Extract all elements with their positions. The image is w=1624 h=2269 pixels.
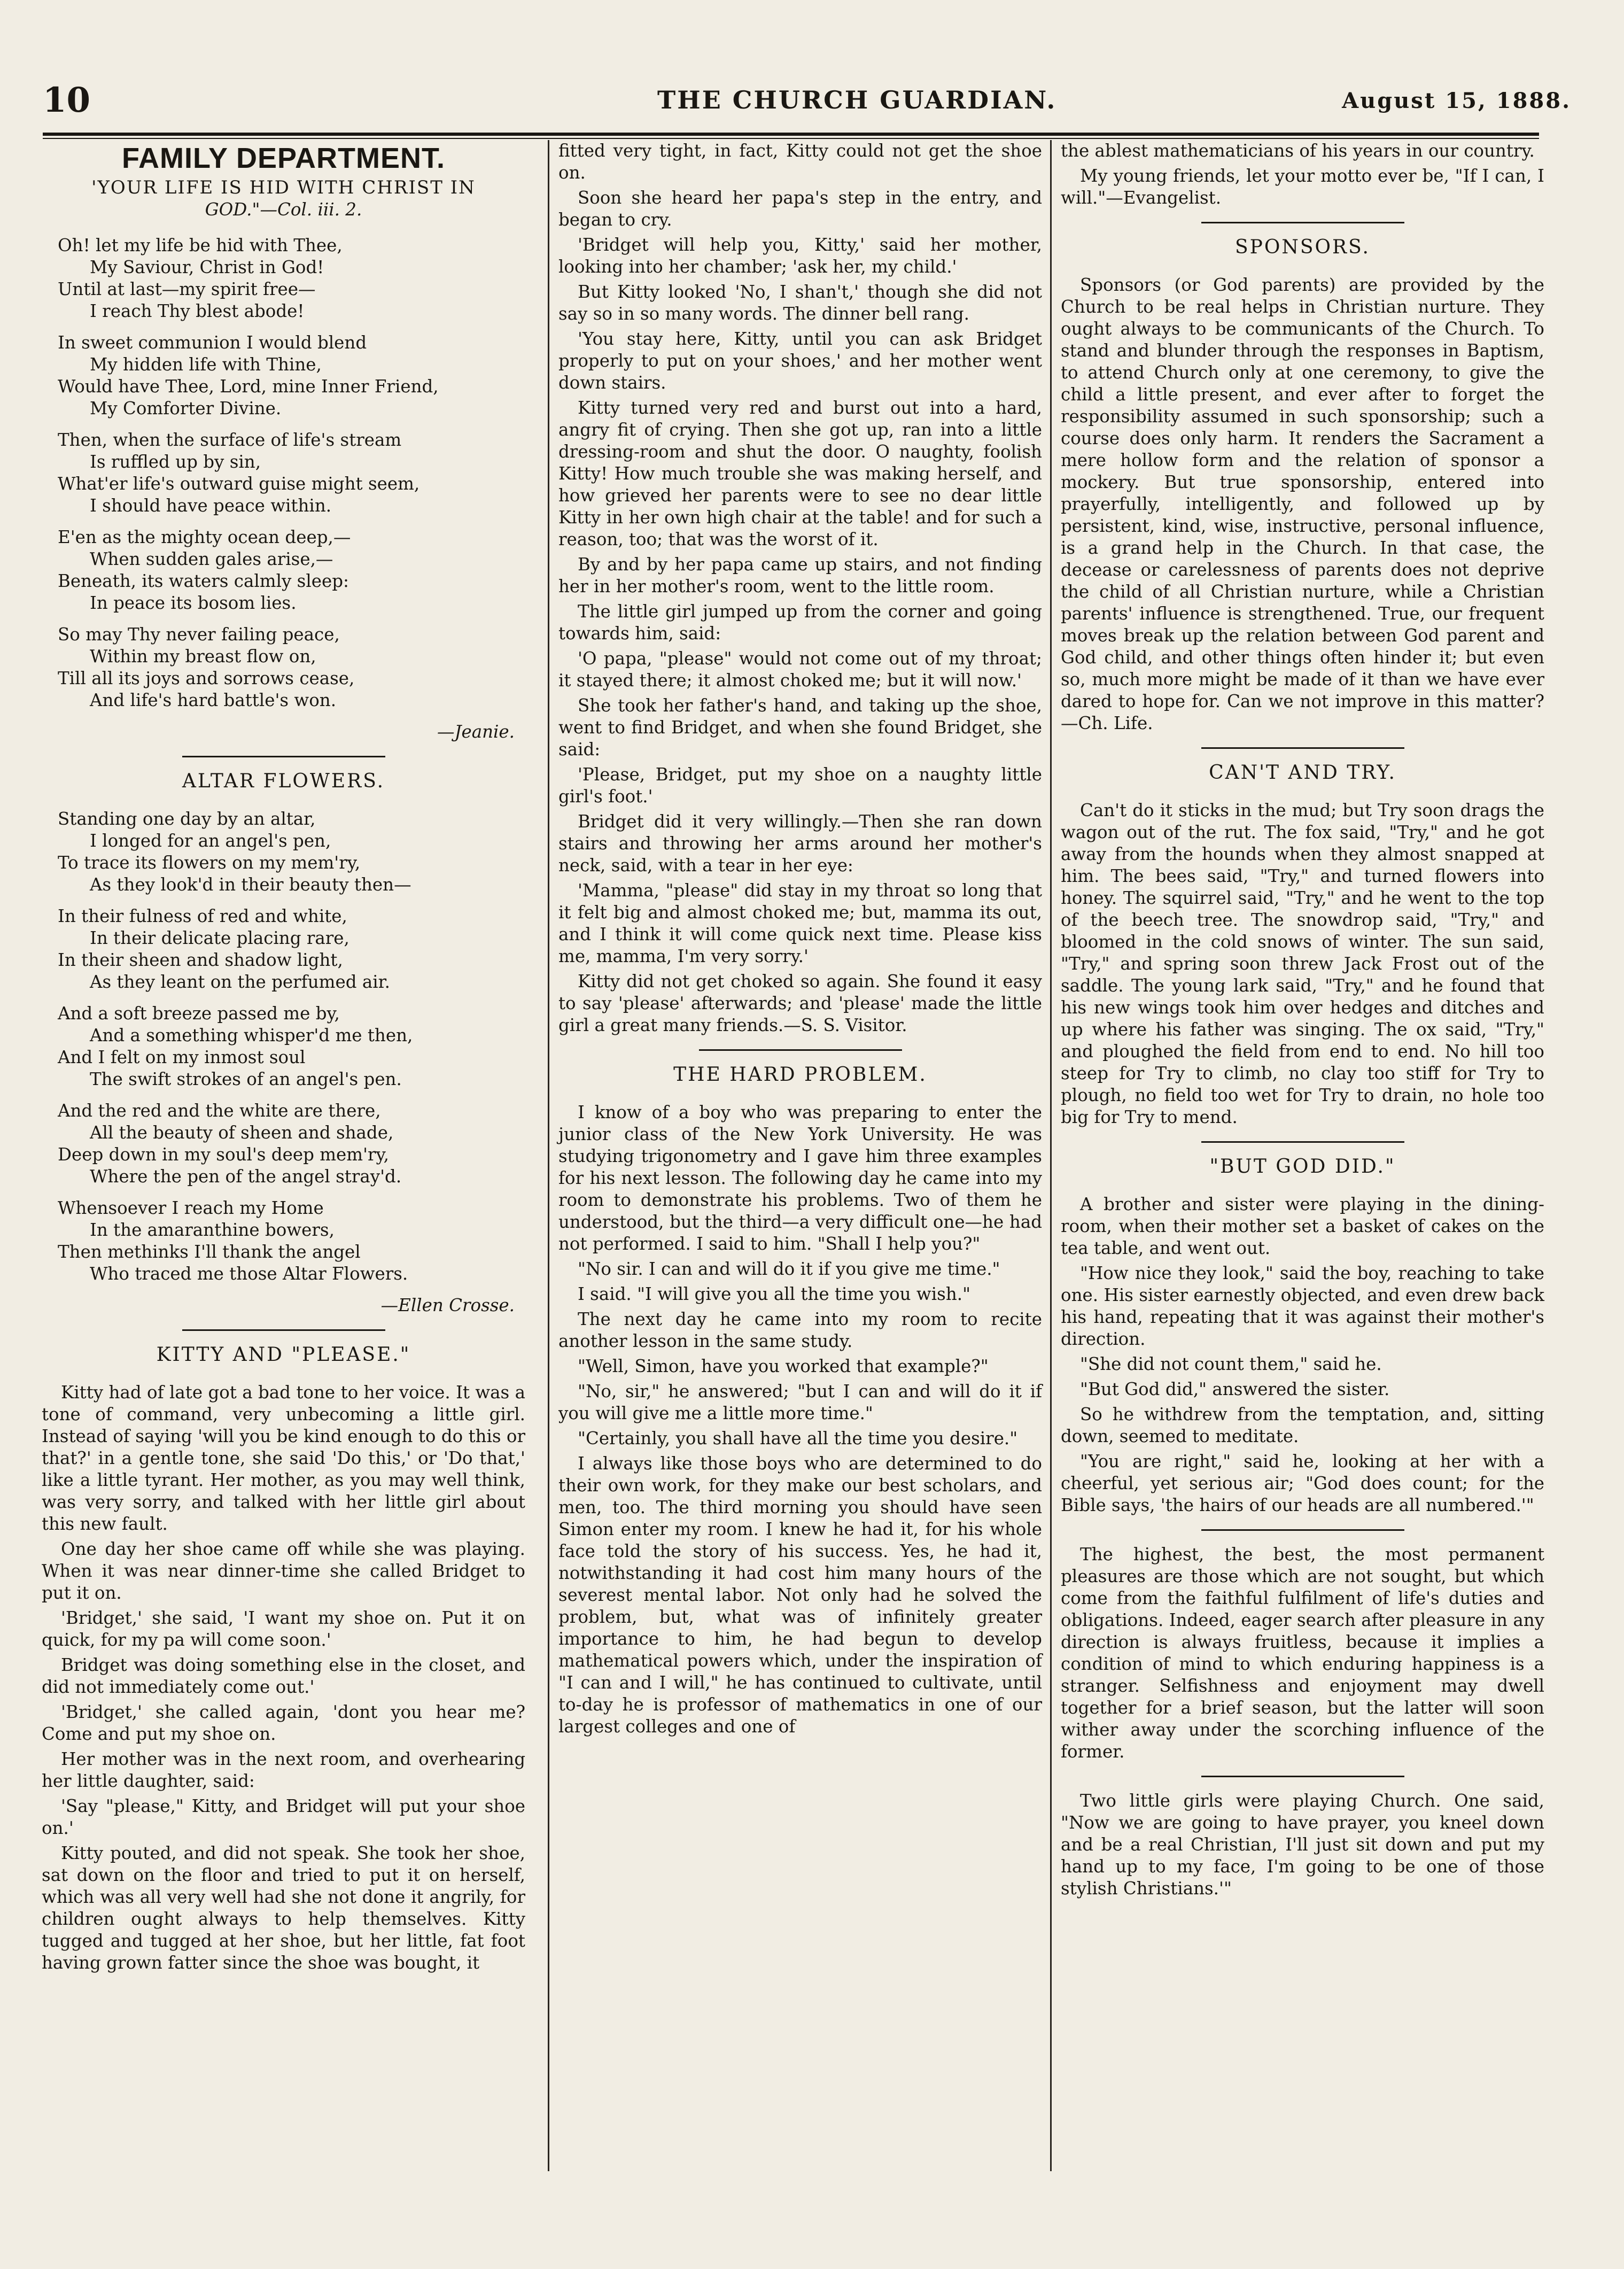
paragraph: "You are right," said he, looking at her with a cheerful, yet serious air; "God does count; for the Bible says, 'the hairs of our heads are all numbered.'": [1061, 1451, 1544, 1515]
header-rule: [43, 133, 1539, 136]
page-number: 10: [43, 80, 91, 120]
stanza: And the red and the white are there, All the beauty of sheen and shade, Deep down in my soul's deep mem'ry, Where the pen of the angel stray'd.: [58, 1101, 402, 1187]
paragraph: fitted very tight, in fact, Kitty could not get the shoe on.: [558, 141, 1042, 183]
paragraph: Sponsors (or God parents) are provided by the Church to be real helps in Christian nurture. They ought always to be communicants of the Church. To stand and blunder through the responses in Baptism, to attend Church only at one ceremony, to give the child a little present, and ever after to forget the responsibility assumed in such sponsorship; such a course does only harm. It renders the Sacrament a mere hollow form and the relation of sponsor a mockery. But true sponsorship, entered into prayerfully, intelligently, and followed up by persistent, kind, wise, instructive, personal influence, is a grand help in the Church. In that case, the decease or carelessness of parents does not deprive the child of all Christian nurture, while a Christian parents' influence is strengthened. True, our frequent moves break up the relation between God parent and God child, and other things often hinder it; but even so, much more might be made of it than we have ever dared to hope for. Can we not improve in this matter?—Ch. Life.: [1061, 275, 1544, 733]
stanza: Standing one day by an altar, I longed for an angel's pen, To trace its flowers on my mem'ry, As they look'd in their beauty then—: [58, 809, 411, 895]
paragraph: So he withdrew from the temptation, and, sitting down, seemed to meditate.: [1061, 1404, 1544, 1446]
paragraph: A brother and sister were playing in the dining-room, when their mother set a basket of cakes on the tea table, and went out.: [1061, 1194, 1544, 1258]
paragraph: I know of a boy who was preparing to enter the junior class of the New York University. He was studying trigonometry and I gave him three examples for his next lesson. The following day he came into my room to demonstrate his problems. Two of them he understood, but the third—a very difficult one—he had not performed. I said to him. "Shall I help you?": [558, 1102, 1042, 1254]
poem-title: 'YOUR LIFE IS HID WITH CHRIST IN: [91, 177, 476, 198]
paragraph: I said. "I will give you all the time you wish.": [578, 1284, 971, 1304]
paragraph: Kitty did not get choked so again. She found it easy to say 'please' afterwards; and 'please' made the little girl a great many friends.—S. S. Visitor.: [558, 971, 1042, 1035]
stanza: Whensoever I reach my Home In the amaranthine bowers, Then methinks I'll thank the angel Who traced me those Altar Flowers.: [58, 1198, 408, 1284]
paragraph: "No sir. I can and will do it if you give me time.": [578, 1259, 1000, 1279]
paragraph: Kitty had of late got a bad tone to her voice. It was a tone of command, very unbecoming a little girl. Instead of saying 'will you be kind enough to do this or that?' in a gentle tone, she said 'Do this,' or 'Do that,' like a little tyrant. Her mother, as you may well think, was very sorry, and talked with her little girl about this new fault.: [42, 1382, 525, 1534]
paragraph: "Well, Simon, have you worked that example?": [578, 1356, 989, 1376]
paragraph: One day her shoe came off while she was playing. When it was near dinner-time she called Bridget to put it on.: [42, 1539, 525, 1603]
section-title: KITTY AND "PLEASE.": [156, 1344, 411, 1366]
paragraph: Can't do it sticks in the mud; but Try soon drags the wagon out of the rut. The fox said, "Try," and he got away from the hounds when they almost snapped at him. The bees said, "Try," and turned flowers into honey. The squirrel said, "Try," and he went to the top of the beech tree. The snowdrop said, "Try," and bloomed in the cold snows of winter. The sun said, "Try," and spring soon threw Jack Frost out of the saddle. The young lark said, "Try," and he found that his new wings took him over hedges and ditches and up where his father was singing. The ox said, "Try," and ploughed the field from end to end. No hill too steep for Try to climb, no clay too stiff for Try to plough, no field too wet for Try to drain, no hole too big for Try to mend.: [1061, 800, 1544, 1127]
paper-title: THE CHURCH GUARDIAN.: [657, 86, 1057, 114]
paragraph: "But God did," answered the sister.: [1080, 1379, 1390, 1399]
paragraph: The highest, the best, the most permanent pleasures are those which are not sought, but which come from the faithful fulfilment of life's duties and obligations. Indeed, eager search after pleasure in any direction is always fruitless, because it implies a condition of mind to which enduring happiness is a stranger. Selfishness and enjoyment may dwell together for a brief season, but the latter will soon wither away under the scorching influence of the former.: [1061, 1544, 1544, 1762]
section-rule: [1201, 1529, 1404, 1531]
stanza: E'en as the mighty ocean deep,— When sudden gales arise,— Beneath, its waters calmly sleep: In peace its bosom lies.: [58, 527, 351, 613]
department-title: FAMILY DEPARTMENT.: [121, 142, 446, 174]
poem-reference: GOD."—Col. iii. 2.: [205, 199, 362, 220]
paragraph: Kitty turned very red and burst out into a hard, angry fit of crying. Then she got up, ran into a little dressing-room and shut the door. O naughty, foolish Kitty! How much trouble she was making herself, and how grieved her parents were to see no dear little Kitty in her own high chair at the table! and for such a reason, too; that was the worst of it.: [558, 398, 1042, 549]
paragraph: 'Bridget will help you, Kitty,' said her mother, looking into her chamber; 'ask her, my child.': [558, 235, 1042, 277]
paragraph: Two little girls were playing Church. One said, "Now we are going to have prayer, you kneel down and be a real Christian, I'll just sit down and put my hand up to my face, I'm going to be one of those stylish Christians.'": [1061, 1791, 1544, 1899]
section-rule: [1201, 747, 1404, 749]
paragraph: 'Bridget,' she said, 'I want my shoe on. Put it on quick, for my pa will come soon.': [42, 1608, 525, 1650]
column-divider: [548, 140, 549, 2171]
section-rule: [1201, 1776, 1404, 1777]
section-rule: [182, 1329, 385, 1331]
stanza: Then, when the surface of life's stream Is ruffled up by sin, What'er life's outward guise might seem, I should have peace within.: [58, 430, 420, 516]
paragraph: But Kitty looked 'No, I shan't,' though she did not say so in so many words. The dinner bell rang.: [558, 282, 1042, 324]
paragraph: 'Mamma, "please" did stay in my throat so long that it felt big and almost choked me; but, mamma its out, and I think it will come quick next time. Please kiss me, mamma, I'm very sorry.': [558, 880, 1042, 966]
poem-author: —Ellen Crosse.: [380, 1295, 515, 1315]
section-title: ALTAR FLOWERS.: [182, 770, 385, 792]
section-rule: [182, 756, 385, 757]
stanza: In sweet communion I would blend My hidden life with Thine, Would have Thee, Lord, mine Inner Friend, My Comforter Divine.: [58, 332, 439, 419]
column-2: [558, 140, 1042, 1741]
section-rule: [1201, 222, 1404, 223]
header-rule-thin: [43, 138, 1539, 139]
stanza: And a soft breeze passed me by, And a something whisper'd me then, And I felt on my inmost soul The swift strokes of an angel's pen.: [58, 1003, 413, 1089]
paragraph: "She did not count them," said he.: [1080, 1354, 1382, 1374]
paragraph: Kitty pouted, and did not speak. She took her shoe, sat down on the floor and tried to put it on herself, which was all very well had she not done it angrily, for children ought always to help themselves. Kitty tugged and tugged at her shoe, but her little, fat foot having grown fatter since the shoe was bought, it: [42, 1843, 525, 1973]
section-title: "BUT GOD DID.": [1209, 1156, 1396, 1178]
paragraph: the ablest mathematicians of his years in our country.: [1061, 141, 1535, 161]
paragraph: The little girl jumped up from the corner and going towards him, said:: [558, 601, 1042, 644]
page-header: [43, 59, 1582, 128]
stanza: So may Thy never failing peace, Within my breast flow on, Till all its joys and sorrows cease, And life's hard battle's won.: [58, 624, 355, 710]
section-rule: [1201, 1141, 1404, 1143]
paragraph: Bridget was doing something else in the closet, and did not immediately come out.': [42, 1655, 525, 1697]
paragraph: "How nice they look," said the boy, reaching to take one. His sister earnestly objected, and even drew back his hand, repeating that it was against their mother's direction.: [1061, 1263, 1544, 1349]
column-1: [42, 140, 525, 1977]
stanza: In their fulness of red and white, In their delicate placing rare, In their sheen and shadow light, As they leant on the perfumed air.: [58, 906, 390, 992]
paragraph: She took her father's hand, and taking up the shoe, went to find Bridget, and when she found Bridget, she said:: [558, 695, 1042, 760]
paragraph: Soon she heard her papa's step in the entry, and began to cry.: [558, 188, 1042, 230]
paragraph: Her mother was in the next room, and overhearing her little daughter, said:: [42, 1749, 525, 1791]
paragraph: I always like those boys who are determined to do their own work, for they make our best scholars, and men, too. The third morning you should have seen Simon enter my room. I knew he had it, for his whole face told the story of his success. Yes, he had it, notwithstanding it had cost him many hours of the severest mental labor. Not only had he solved the problem, but, what was of infinitely greater importance to him, he had begun to develop mathematical powers which, under the inspiration of "I can and I will," he has continued to cultivate, until to-day he is professor of mathematics in one of our largest colleges and one of: [558, 1453, 1042, 1737]
issue-date: August 15, 1888.: [1342, 88, 1571, 113]
section-rule: [699, 1049, 902, 1051]
paragraph: "Certainly, you shall have all the time you desire.": [578, 1428, 1018, 1449]
section-title: SPONSORS.: [1234, 236, 1370, 258]
stanza: Oh! let my life be hid with Thee, My Saviour, Christ in God! Until at last—my spirit free— I reach Thy blest abode!: [58, 235, 343, 321]
column-3: [1061, 140, 1544, 1903]
paragraph: The next day he came into my room to recite another lesson in the same study.: [558, 1309, 1042, 1351]
section-title: THE HARD PROBLEM.: [673, 1064, 927, 1086]
paragraph: Bridget did it very willingly.—Then she ran down stairs and throwing her arms around her mother's neck, said, with a tear in her eye:: [558, 811, 1042, 876]
section-title: CAN'T AND TRY.: [1209, 762, 1396, 784]
paragraph: 'Say "please," Kitty, and Bridget will put your shoe on.': [42, 1796, 525, 1838]
paragraph: 'O papa, "please" would not come out of my throat; it stayed there; it almost choked me; but it will now.': [558, 648, 1042, 691]
paragraph: By and by her papa came up stairs, and not finding her in her mother's room, went to the little room.: [558, 554, 1042, 597]
column-divider: [1050, 140, 1052, 2171]
paragraph: 'You stay here, Kitty, until you can ask Bridget properly to put on your shoes,' and her mother went down stairs.: [558, 329, 1042, 393]
poem-author: —Jeanie.: [437, 722, 515, 742]
paragraph: 'Please, Bridget, put my shoe on a naughty little girl's foot.': [558, 764, 1042, 807]
paragraph: "No, sir," he answered; "but I can and will do it if you will give me a little more time.": [558, 1381, 1042, 1423]
paragraph: 'Bridget,' she called again, 'dont you hear me? Come and put my shoe on.: [42, 1702, 525, 1744]
paragraph: My young friends, let your motto ever be, "If I can, I will."—Evangelist.: [1061, 166, 1544, 208]
